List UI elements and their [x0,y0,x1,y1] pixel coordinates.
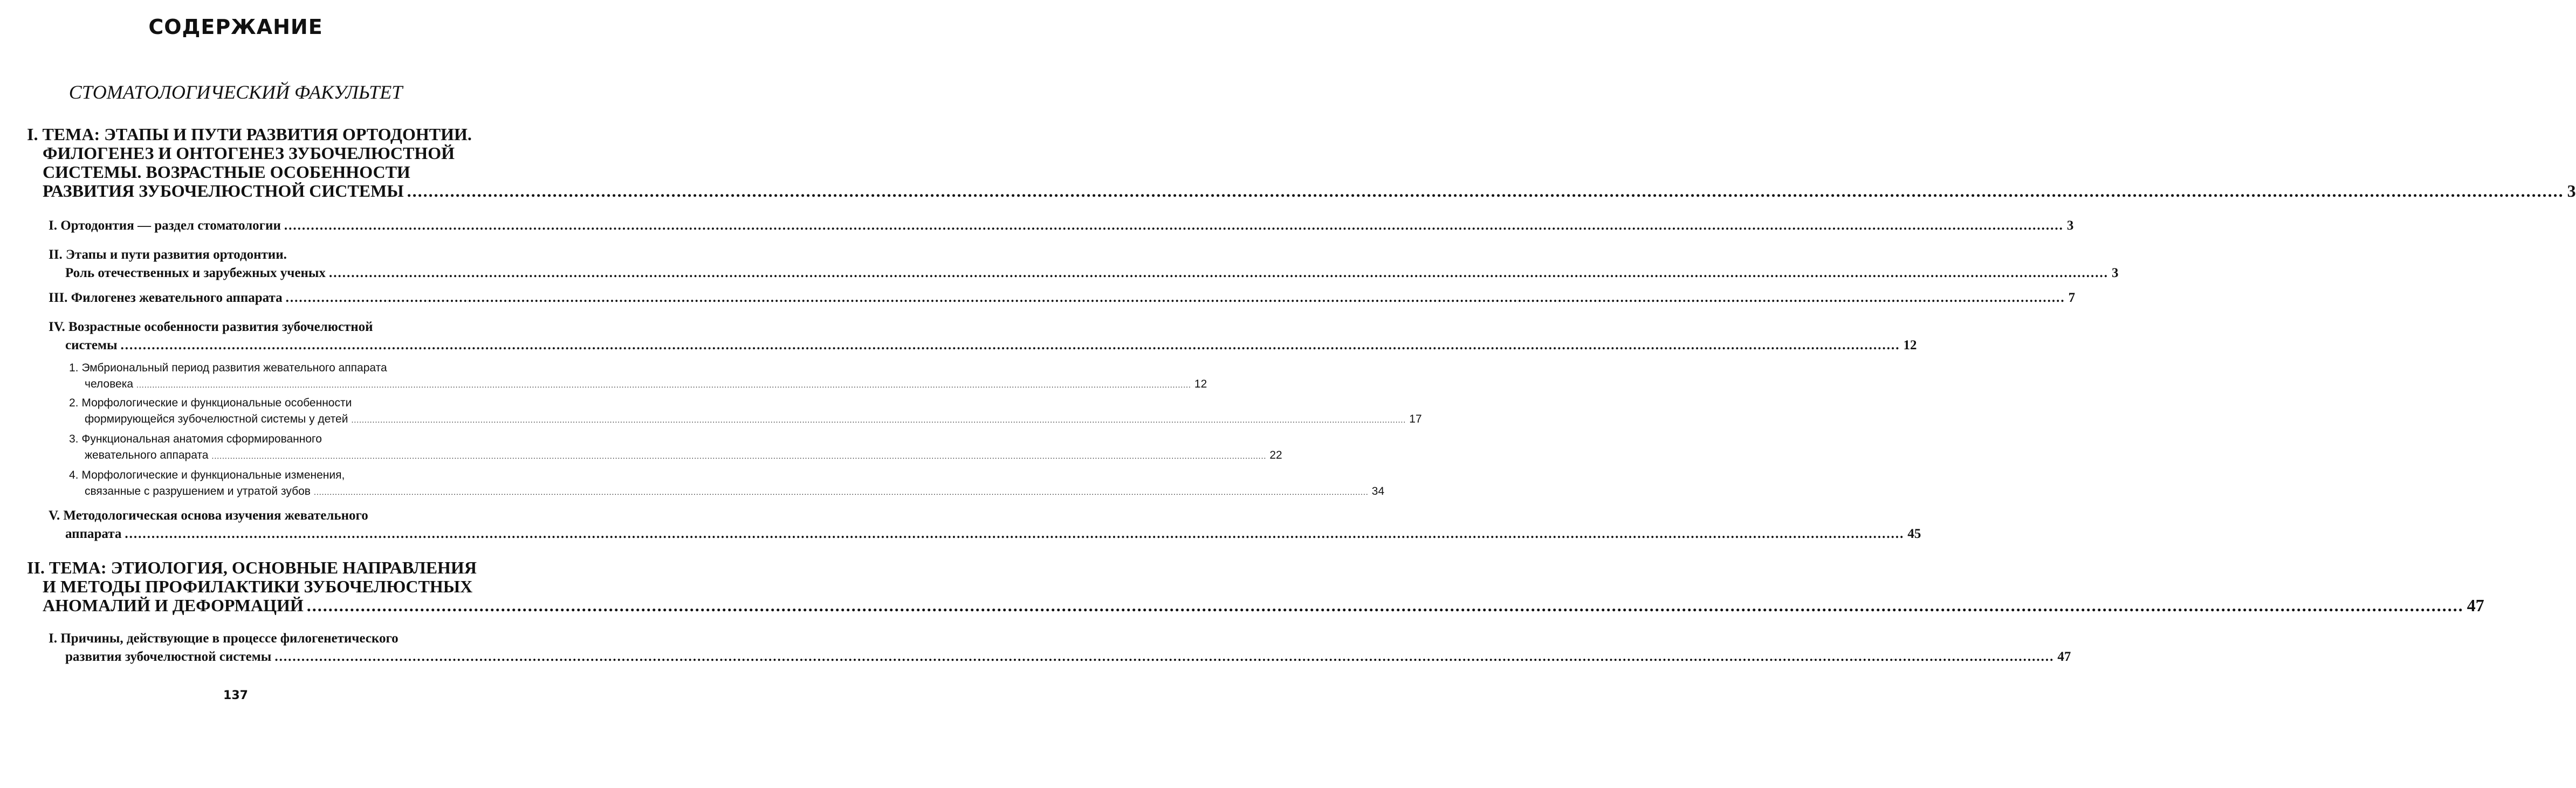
toc-entry-line [49,630,443,648]
toc-entry-text: 4. Морфологические и функциональные изменения, [69,469,345,481]
dot-leader: ................................................................................................................................................................................................................................................................................................................................................................................................................ [306,596,2464,615]
toc-entry-line [69,360,443,376]
toc-entry[interactable] [49,318,1917,355]
toc-entry-line [49,318,443,336]
toc-entry-line [27,181,2576,201]
toc-entry-line [49,507,443,525]
toc-page-number: 3 [2567,181,2576,201]
toc-entry-text: развития зубочелюстной системы [65,649,272,664]
toc-entry[interactable] [27,125,2576,201]
dot-leader: ................................................................................................................................................................................................................................................................................................................................................................................................................ [120,338,1900,352]
toc-entry-text: III. Филогенез жевательного аппарата [49,291,283,305]
toc-entry[interactable] [49,630,2071,666]
toc-entry-line [69,431,443,447]
toc-entry-line [69,447,1282,464]
toc-entry-text: связанные с разрушением и утратой зубов [85,485,311,497]
toc-entry[interactable] [49,246,2119,282]
toc-entry-text: I. Причины, действующие в процессе филогенетического [49,631,399,646]
page-title: СОДЕРЖАНИЕ [148,15,323,39]
dot-leader: ................................................................................................................................................................................................................................................................................................................................................................................................................ [211,452,1267,460]
toc-entry[interactable] [69,467,1385,500]
toc-entry[interactable] [49,289,2076,307]
toc-entry-text: I. ТЕМА: ЭТАПЫ И ПУТИ РАЗВИТИЯ ОРТОДОНТИИ. [27,125,472,144]
toc-entry-line [69,376,1207,393]
toc-entry[interactable] [49,507,1921,543]
dot-leader: ................................................................................................................................................................................................................................................................................................................................................................................................................ [407,181,2564,201]
toc-entry[interactable] [49,217,2074,235]
faculty-heading: СТОМАТОЛОГИЧЕСКИЙ ФАКУЛЬТЕТ [68,81,403,103]
toc-entry-text: Роль отечественных и зарубежных ученых [65,266,326,280]
toc-entry[interactable] [69,360,1207,393]
toc-page-number: 45 [1907,527,1921,541]
toc-page-number: 7 [2068,291,2076,305]
toc-entry-text: IV. Возрастные особенности развития зубочелюстной [49,320,373,334]
toc-entry-line [27,577,473,596]
page-number: 137 [223,689,248,702]
toc-entry-text: II. Этапы и пути развития ортодонтии. [49,247,287,262]
toc-entry-line [69,467,443,483]
toc-entry[interactable] [69,395,1422,428]
toc-entry-line [27,143,455,163]
toc-entry-line [69,483,1385,500]
toc-entry-text: II. ТЕМА: ЭТИОЛОГИЯ, ОСНОВНЫЕ НАПРАВЛЕНИЯ [27,558,477,577]
toc-entry-text: I. Ортодонтия — раздел стоматологии [49,218,281,233]
toc-entry-text: 1. Эмбриональный период развития жевательного аппарата [69,362,387,374]
toc-page-number: 47 [2467,596,2484,615]
dot-leader: ................................................................................................................................................................................................................................................................................................................................................................................................................ [284,218,2064,233]
toc-entry-line [49,217,2074,235]
dot-leader: ................................................................................................................................................................................................................................................................................................................................................................................................................ [274,649,2055,664]
dot-leader: ................................................................................................................................................................................................................................................................................................................................................................................................................ [313,488,1369,496]
toc-entry-text: аппарата [65,527,122,541]
toc-entry-line [69,411,1422,428]
toc-entry-line [49,336,1917,355]
toc-entry-text: жевательного аппарата [85,449,209,461]
toc-page-number: 3 [2111,266,2119,280]
dot-leader: ................................................................................................................................................................................................................................................................................................................................................................................................................ [125,527,1905,541]
toc-page-number: 12 [1194,378,1207,390]
toc-entry-text: ФИЛОГЕНЕЗ И ОНТОГЕНЕЗ ЗУБОЧЕЛЮСТНОЙ [43,143,455,163]
toc-entry-text: 3. Функциональная анатомия сформированного [69,433,322,445]
toc-entry-text: СИСТЕМЫ. ВОЗРАСТНЫЕ ОСОБЕННОСТИ [43,162,410,182]
toc-entry[interactable] [69,431,1282,464]
toc-entry-line [49,648,2071,666]
toc-entry[interactable] [27,558,2484,615]
toc-entry-line [27,558,477,577]
toc-entry-line [69,395,443,411]
dot-leader: ................................................................................................................................................................................................................................................................................................................................................................................................................ [328,266,2108,280]
dot-leader: ................................................................................................................................................................................................................................................................................................................................................................................................................ [136,381,1191,389]
toc-entry-text: РАЗВИТИЯ ЗУБОЧЕЛЮСТНОЙ СИСТЕМЫ [43,181,404,201]
toc-entry-text: системы [65,338,118,352]
toc-entry-line [27,163,443,182]
dot-leader: ................................................................................................................................................................................................................................................................................................................................................................................................................ [285,291,2065,305]
toc-page-number: 47 [2057,649,2071,664]
toc-page-number: 12 [1903,338,1917,352]
dot-leader: ................................................................................................................................................................................................................................................................................................................................................................................................................ [351,416,1406,424]
toc-page-number: 17 [1409,413,1422,425]
toc-entry-line [49,525,1921,543]
toc-entry-text: человека [85,378,134,390]
toc-entry-line [27,596,2484,615]
toc-page-number: 22 [1269,449,1282,461]
toc-entry-line [49,264,2119,282]
toc-entry-text: АНОМАЛИЙ И ДЕФОРМАЦИЙ [43,596,304,615]
toc-entry-line [27,125,472,144]
toc-entry-text: формирующейся зубочелюстной системы у детей [85,413,348,425]
toc-entry-text: V. Методологическая основа изучения жевательного [49,508,368,523]
toc-entry-line [49,246,443,264]
toc-entry-text: 2. Морфологические и функциональные особенности [69,397,352,409]
toc-page-number: 34 [1371,485,1385,497]
toc-entry-line [49,289,2076,307]
toc-page-number: 3 [2066,218,2074,233]
toc-entry-text: И МЕТОДЫ ПРОФИЛАКТИКИ ЗУБОЧЕЛЮСТНЫХ [43,577,473,596]
